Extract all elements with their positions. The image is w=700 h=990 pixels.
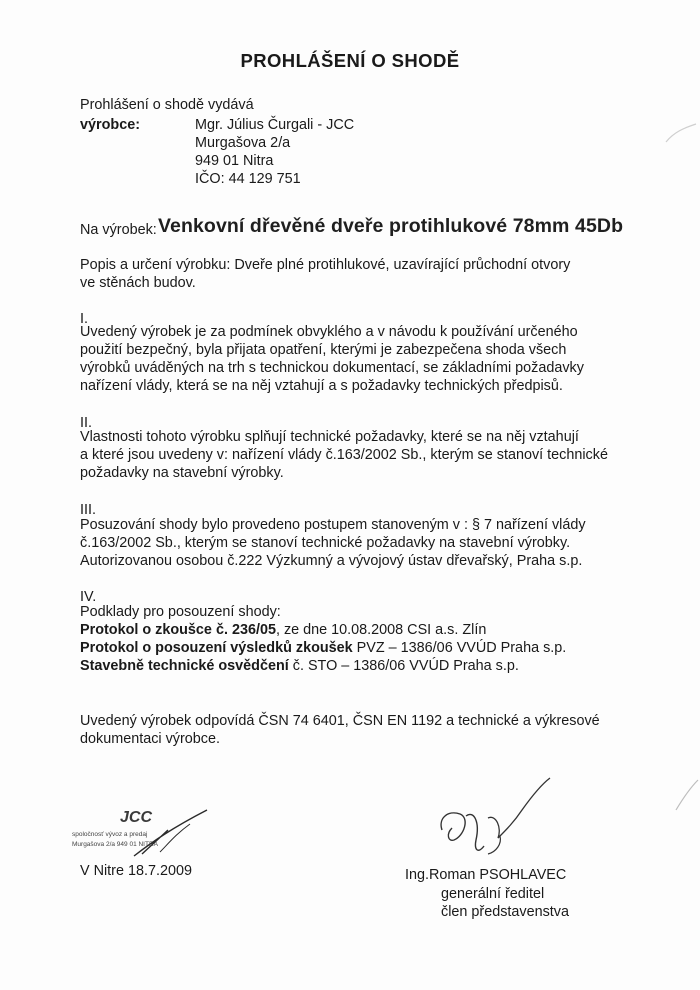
manufacturer-name: Mgr. Július Čurgali - JCC (195, 117, 355, 133)
section-1-number: I. (80, 311, 88, 327)
section-1-text (80, 323, 584, 395)
manufacturer-ico: IČO: 44 129 751 (195, 171, 301, 187)
section-3-number: III. (80, 502, 96, 518)
section-1-line: použití bezpečný, byla přijata opatření, kterými je zabezpečena shoda všech (80, 342, 567, 358)
signatory-role-2: člen představenstva (441, 904, 569, 920)
section-3-text (80, 516, 586, 570)
section-2-line: a které jsou uvedeny v: nařízení vlády č.163/2002 Sb., kterým se stanoví technické (80, 447, 608, 463)
section-3-line: č.163/2002 Sb., kterým se stanoví technické požadavky na stavební výrobky. (80, 535, 571, 551)
supporting-doc-item (80, 621, 486, 639)
conclusion-line-1: Uvedený výrobek odpovídá ČSN 74 6401, ČSN EN 1192 a technické a výkresové (80, 713, 600, 729)
signatory-name: Ing.Roman PSOHLAVEC (405, 867, 567, 883)
supporting-doc-title: Protokol o zkoušce č. 236/05 (80, 622, 276, 638)
page-title: PROHLÁŠENÍ O SHODĚ (240, 50, 460, 71)
section-1-line: výrobků uváděných na trh s technickou dokumentací, se základními požadavky (80, 360, 584, 376)
company-stamp (72, 804, 232, 864)
place-date: V Nitre 18.7.2009 (80, 863, 192, 879)
supporting-doc-title: Stavebně technické osvědčení (80, 658, 289, 674)
description-line-2: ve stěnách budov. (80, 275, 196, 291)
supporting-doc-detail: č. STO – 1386/06 VVÚD Praha s.p. (288, 658, 519, 674)
manufacturer-city: 949 01 Nitra (195, 153, 274, 169)
product-name: Venkovní dřevěné dveře protihlukové 78mm 45Db (158, 215, 624, 237)
section-3-line: Autorizovanou osobou č.222 Výzkumný a vývojový ústav dřevařský, Praha s.p. (80, 553, 583, 569)
section-2-text (80, 428, 608, 482)
stamp-logo: JCC (120, 809, 153, 826)
conclusion-line-2: dokumentaci výrobce. (80, 731, 220, 747)
section-4-number: IV. (80, 589, 97, 605)
manufacturer-street: Murgašova 2/a (195, 135, 291, 151)
section-2-line: Vlastnosti tohoto výrobku splňují technické požadavky, které se na něj vztahují (80, 429, 579, 445)
scan-mark (672, 776, 700, 816)
description-line-1: Popis a určení výrobku: Dveře plné protihlukové, uzavírající průchodní otvory (80, 257, 571, 273)
signatory-role-1: generální ředitel (441, 886, 545, 902)
supporting-doc-title: Protokol o posouzení výsledků zkoušek (80, 640, 353, 656)
section-2-line: požadavky na stavební výrobky. (80, 465, 284, 481)
supporting-doc-item (80, 657, 519, 675)
scan-mark (662, 120, 698, 150)
product-label: Na výrobek: (80, 222, 157, 238)
section-3-line: Posuzování shody bylo provedeno postupem stanoveným v : § 7 nařízení vlády (80, 517, 586, 533)
section-1-line: Uvedený výrobek je za podmínek obvyklého a v návodu k používání určeného (80, 324, 578, 340)
issuer-intro: Prohlášení o shodě vydává (80, 97, 254, 113)
section-1-line: nařízení vlády, která se na něj vztahují a s požadavky technických předpisů. (80, 378, 563, 394)
handwritten-signature (418, 770, 568, 860)
supporting-doc-detail: PVZ – 1386/06 VVÚD Praha s.p. (352, 640, 567, 656)
stamp-line-1: spoločnosť vývoz a predaj (72, 831, 148, 838)
stamp-line-2: Murgašova 2/a 949 01 NITRA (72, 841, 158, 848)
section-2-number: II. (80, 415, 92, 431)
supporting-doc-detail: , ze dne 10.08.2008 CSI a.s. Zlín (275, 622, 487, 638)
manufacturer-label: výrobce: (80, 117, 140, 133)
supporting-doc-item (80, 639, 566, 657)
section-4-intro: Podklady pro posouzení shody: (80, 604, 281, 620)
